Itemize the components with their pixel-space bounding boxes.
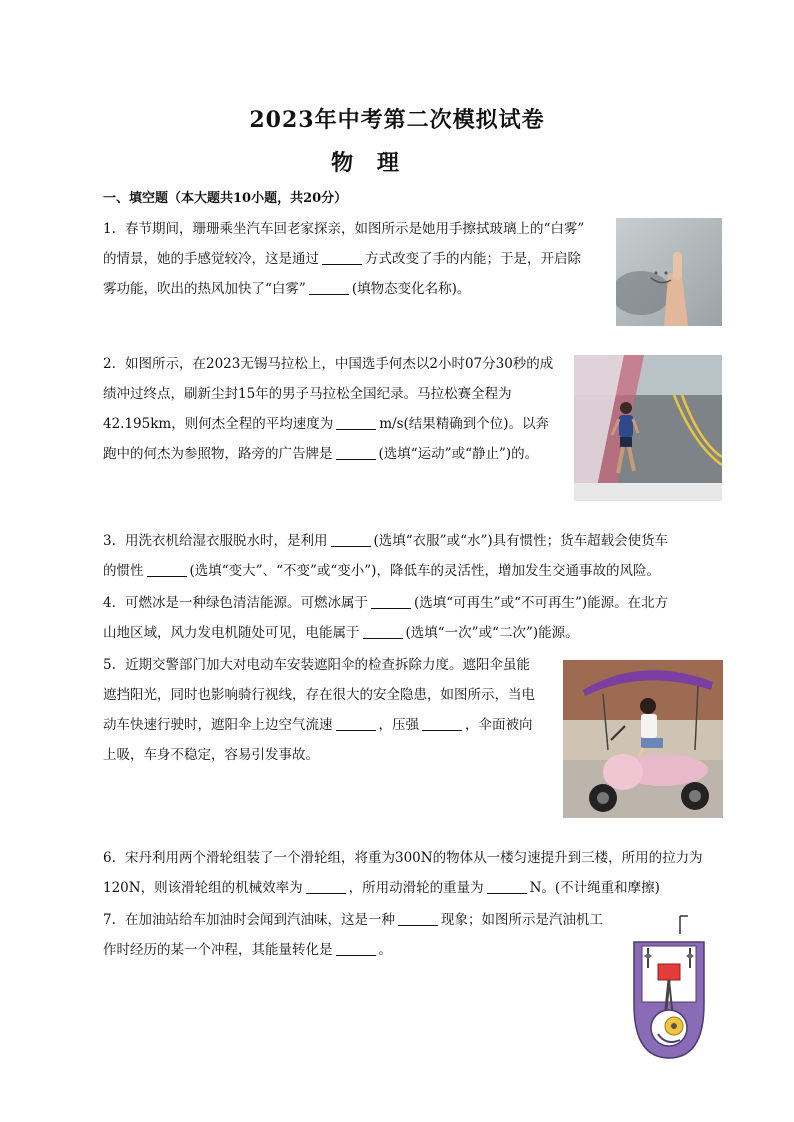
question-1: 1. 春节期间，珊珊乘坐汽车回老家探亲，如图所示是她用手擦拭玻璃上的“白雾” 的情景，她的手感觉较冷，这是通过 方式改变了手的内能；于是，开启除 雾功能，吹出的热风加快了“白雾” (填物态变化名称)。 (103, 221, 585, 297)
answer-blank[interactable] (336, 445, 376, 460)
scooter-umbrella-image (563, 660, 723, 818)
question-4: 4. 可燃冰是一种绿色清洁能源。可燃冰属于 (选填“可再生”或“不可再生”)能源。在北方 山地区域，风力发电机随处可见，电能属于 (选填“一次”或“二次”)能源。 (103, 595, 669, 641)
answer-blank[interactable] (336, 415, 376, 430)
question-7: 7. 在加油站给车加油时会闻到汽油味，这是一种 现象；如图所示是汽油机工 作时经历的某一个冲程，其能量转化是 。 (103, 912, 603, 958)
question-5: 5. 近期交警部门加大对电动车安装遮阳伞的检查拆除力度。遮阳伞虽能 遮挡阳光，同时也影响骑行视线，存在很大的安全隐患，如图所示，当电 动车快速行驶时，遮阳伞上边空气流速 ，压强 ，伞面被向 上吸，车身不稳定，容易引发事故。 (103, 657, 535, 763)
hand-wiping-fog-image (616, 218, 722, 326)
answer-blank[interactable] (331, 532, 371, 547)
question-2: 2. 如图所示，在2023无锡马拉松上，中国选手何杰以2小时07分30秒的成 绩冲过终点，刷新尘封15年的男子马拉松全国纪录。马拉松赛全程为 42.195km，则何杰全程的平均速度为 m/s(结果精确到个位)。以奔 跑中的何杰为参照物，路旁的广告牌是 (选填“运动”或“静止”)的。 (103, 356, 554, 462)
section-heading: 一、填空题（本大题共10小题，共20分） (103, 191, 348, 206)
answer-blank[interactable] (306, 879, 346, 894)
answer-blank[interactable] (363, 624, 403, 639)
engine-stroke-diagram (630, 912, 708, 1060)
answer-blank[interactable] (336, 716, 376, 731)
marathon-runner-image (574, 355, 722, 501)
answer-blank[interactable] (398, 911, 438, 926)
answer-blank[interactable] (322, 250, 362, 265)
question-3: 3. 用洗衣机给湿衣服脱水时，是利用 (选填“衣服”或“水”)具有惯性；货车超载会使货车 的惯性 (选填“变大”、“不变”或“变小”)，降低车的灵活性，增加发生交通事故的风险。 (103, 533, 669, 579)
answer-blank[interactable] (336, 941, 376, 956)
question-6: 6. 宋丹利用两个滑轮组装了一个滑轮组，将重为300N的物体从一楼匀速提升到三楼，所用的拉力为 120N，则该滑轮组的机械效率为 ，所用动滑轮的重量为 N。(不计绳重和摩擦) (103, 850, 703, 896)
answer-blank[interactable] (147, 562, 187, 577)
subject-title: 物 理 (331, 150, 407, 176)
answer-blank[interactable] (309, 280, 349, 295)
answer-blank[interactable] (422, 716, 462, 731)
answer-blank[interactable] (487, 879, 527, 894)
exam-title: 2023年中考第二次模拟试卷 (249, 107, 545, 133)
answer-blank[interactable] (371, 594, 411, 609)
